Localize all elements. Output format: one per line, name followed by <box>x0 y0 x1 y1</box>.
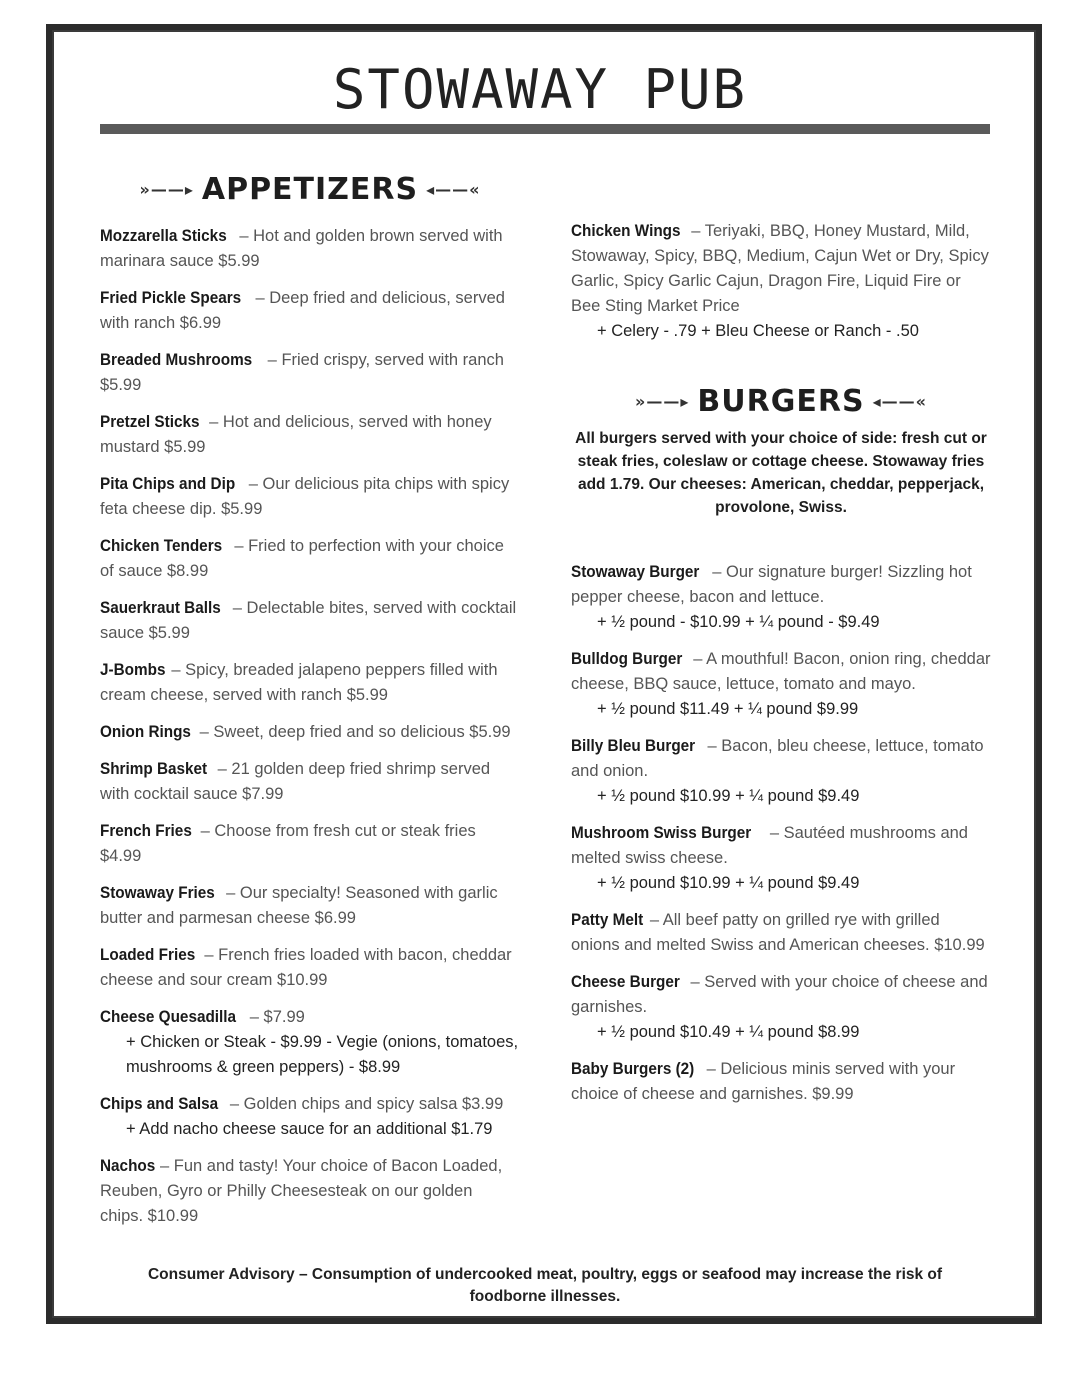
appetizers-column <box>100 172 520 1240</box>
menu-item <box>571 559 991 635</box>
item-name: Mushroom Swiss Burger <box>571 823 752 842</box>
item-desc: – French fries loaded with bacon, cheddar cheese and sour cream $10.99 <box>100 946 512 989</box>
item-desc: – Fried crispy, served with ranch $5.99 <box>100 351 504 394</box>
item-name: Billy Bleu Burger <box>571 736 696 755</box>
arrow-left-icon: ◂——« <box>872 392 927 411</box>
item-name: Cheese Burger <box>571 972 680 991</box>
consumer-advisory: Consumer Advisory – Consumption of undercooked meat, poultry, eggs or seafood may increase the risk of foodborne illnesses. <box>147 1266 943 1305</box>
item-addon: + ½ pound $10.49 + ¼ pound $8.99 <box>597 1023 860 1041</box>
item-addon: + ½ pound $10.99 + ¼ pound $9.49 <box>597 787 860 805</box>
menu-item <box>571 218 991 344</box>
menu-item <box>571 646 991 722</box>
item-name: French Fries <box>100 821 192 840</box>
item-desc: – Delicious minis served with your choice of cheese and garnishes. $9.99 <box>571 1060 956 1103</box>
item-desc: – Served with your choice of cheese and garnishes. <box>571 973 988 1016</box>
item-name: Stowaway Fries <box>100 883 215 902</box>
arrow-right-icon: »——▸ <box>635 392 690 411</box>
item-addon: + Add nacho cheese sauce for an additional $1.79 <box>126 1120 493 1138</box>
item-desc: – Fun and tasty! Your choice of Bacon Loaded, Reuben, Gyro or Philly Cheesesteak on our golden chips. $10.99 <box>100 1157 503 1225</box>
item-desc: – Sweet, deep fried and so delicious $5.99 <box>195 723 511 741</box>
item-desc: – $7.99 <box>245 1008 305 1026</box>
menu-item <box>100 595 520 646</box>
item-desc: – A mouthful! Bacon, onion ring, cheddar cheese, BBQ sauce, lettuce, tomato and mayo. <box>571 650 991 693</box>
menu-item <box>100 1153 520 1229</box>
appetizers-heading <box>100 172 520 207</box>
menu-item <box>571 733 991 809</box>
item-name: Cheese Quesadilla <box>100 1007 237 1026</box>
menu-item <box>100 1091 520 1142</box>
appetizers-title: APPETIZERS <box>201 172 419 207</box>
item-name: Pretzel Sticks <box>100 412 200 431</box>
item-desc: – Teriyaki, BBQ, Honey Mustard, Mild, Stowaway, Spicy, BBQ, Medium, Cajun Wet or Dry, Spicy Garlic, Spicy Garlic Cajun, Dragon Fire, Liquid Fire or Bee Sting Market Price <box>571 222 989 315</box>
menu-item <box>100 285 520 336</box>
item-desc: – All beef patty on grilled rye with grilled onions and melted Swiss and American cheeses. $10.99 <box>571 911 985 954</box>
item-name: Mozzarella Sticks <box>100 226 227 245</box>
page-title: STOWAWAY PUB <box>332 58 748 121</box>
item-name: Patty Melt <box>571 910 644 929</box>
item-name: Onion Rings <box>100 722 191 741</box>
item-name: J-Bombs <box>100 660 166 679</box>
item-name: Shrimp Basket <box>100 759 208 778</box>
menu-item <box>571 969 991 1045</box>
item-name: Baby Burgers (2) <box>571 1059 695 1078</box>
menu-item <box>100 818 520 869</box>
item-addon: + ½ pound - $10.99 + ¼ pound - $9.49 <box>597 613 880 631</box>
item-addon: + ½ pound $10.99 + ¼ pound $9.49 <box>597 874 860 892</box>
item-addon: + Chicken or Steak - $9.99 - Vegie (onions, tomatoes, mushrooms & green peppers) - $8.99 <box>126 1033 519 1076</box>
burgers-intro: All burgers served with your choice of side: fresh cut or steak fries, coleslaw or cottage cheese. Stowaway fries add 1.79. Our cheeses: American, cheddar, pepperjack, provolone, Swiss. <box>575 430 987 516</box>
item-desc: – Fried to perfection with your choice of sauce $8.99 <box>100 537 504 580</box>
item-name: Pita Chips and Dip <box>100 474 236 493</box>
item-desc: – Our signature burger! Sizzling hot pepper cheese, bacon and lettuce. <box>571 563 972 606</box>
item-desc: – 21 golden deep fried shrimp served with cocktail sauce $7.99 <box>100 760 491 803</box>
item-desc: – Our delicious pita chips with spicy feta cheese dip. $5.99 <box>100 475 510 518</box>
menu-item <box>100 880 520 931</box>
item-desc: – Delectable bites, served with cocktail sauce $5.99 <box>100 599 517 642</box>
item-addon: + ½ pound $11.49 + ¼ pound $9.99 <box>597 700 859 718</box>
arrow-right-icon: »——▸ <box>139 180 194 199</box>
item-name: Bulldog Burger <box>571 649 683 668</box>
item-desc: – Spicy, breaded jalapeno peppers filled with cream cheese, served with ranch $5.99 <box>100 661 498 704</box>
item-name: Sauerkraut Balls <box>100 598 221 617</box>
burgers-column <box>571 218 991 1118</box>
menu-item <box>100 533 520 584</box>
menu-item <box>571 907 991 958</box>
item-desc: – Hot and golden brown served with marinara sauce $5.99 <box>100 227 503 270</box>
item-desc: – Golden chips and spicy salsa $3.99 <box>225 1095 504 1113</box>
item-desc: – Bacon, bleu cheese, lettuce, tomato and onion. <box>571 737 984 780</box>
item-name: Fried Pickle Spears <box>100 288 242 307</box>
item-desc: – Sautéed mushrooms and melted swiss cheese. <box>571 824 968 867</box>
title-divider <box>100 124 990 134</box>
menu-item <box>100 223 520 274</box>
menu-item <box>100 347 520 398</box>
item-name: Breaded Mushrooms <box>100 350 253 369</box>
item-addon: + Celery - .79 + Bleu Cheese or Ranch - .50 <box>597 322 919 340</box>
item-desc: – Deep fried and delicious, served with ranch $6.99 <box>100 289 505 332</box>
item-name: Chicken Wings <box>571 221 681 240</box>
item-name: Loaded Fries <box>100 945 196 964</box>
menu-item <box>571 820 991 896</box>
item-desc: – Choose from fresh cut or steak fries $4.99 <box>100 822 476 865</box>
arrow-left-icon: ◂——« <box>426 180 481 199</box>
burgers-heading <box>571 384 991 419</box>
item-name: Chicken Tenders <box>100 536 223 555</box>
menu-item <box>100 657 520 708</box>
item-name: Stowaway Burger <box>571 562 700 581</box>
item-desc: – Hot and delicious, served with honey mustard $5.99 <box>100 413 492 456</box>
item-name: Chips and Salsa <box>100 1094 219 1113</box>
item-name: Nachos <box>100 1156 156 1175</box>
menu-item <box>100 471 520 522</box>
item-desc: – Our specialty! Seasoned with garlic butter and parmesan cheese $6.99 <box>100 884 498 927</box>
menu-item <box>571 1056 991 1107</box>
burgers-title: BURGERS <box>697 384 865 419</box>
menu-item <box>100 409 520 460</box>
menu-item <box>100 719 520 745</box>
menu-item <box>100 1004 520 1080</box>
menu-item <box>100 756 520 807</box>
menu-item <box>100 942 520 993</box>
